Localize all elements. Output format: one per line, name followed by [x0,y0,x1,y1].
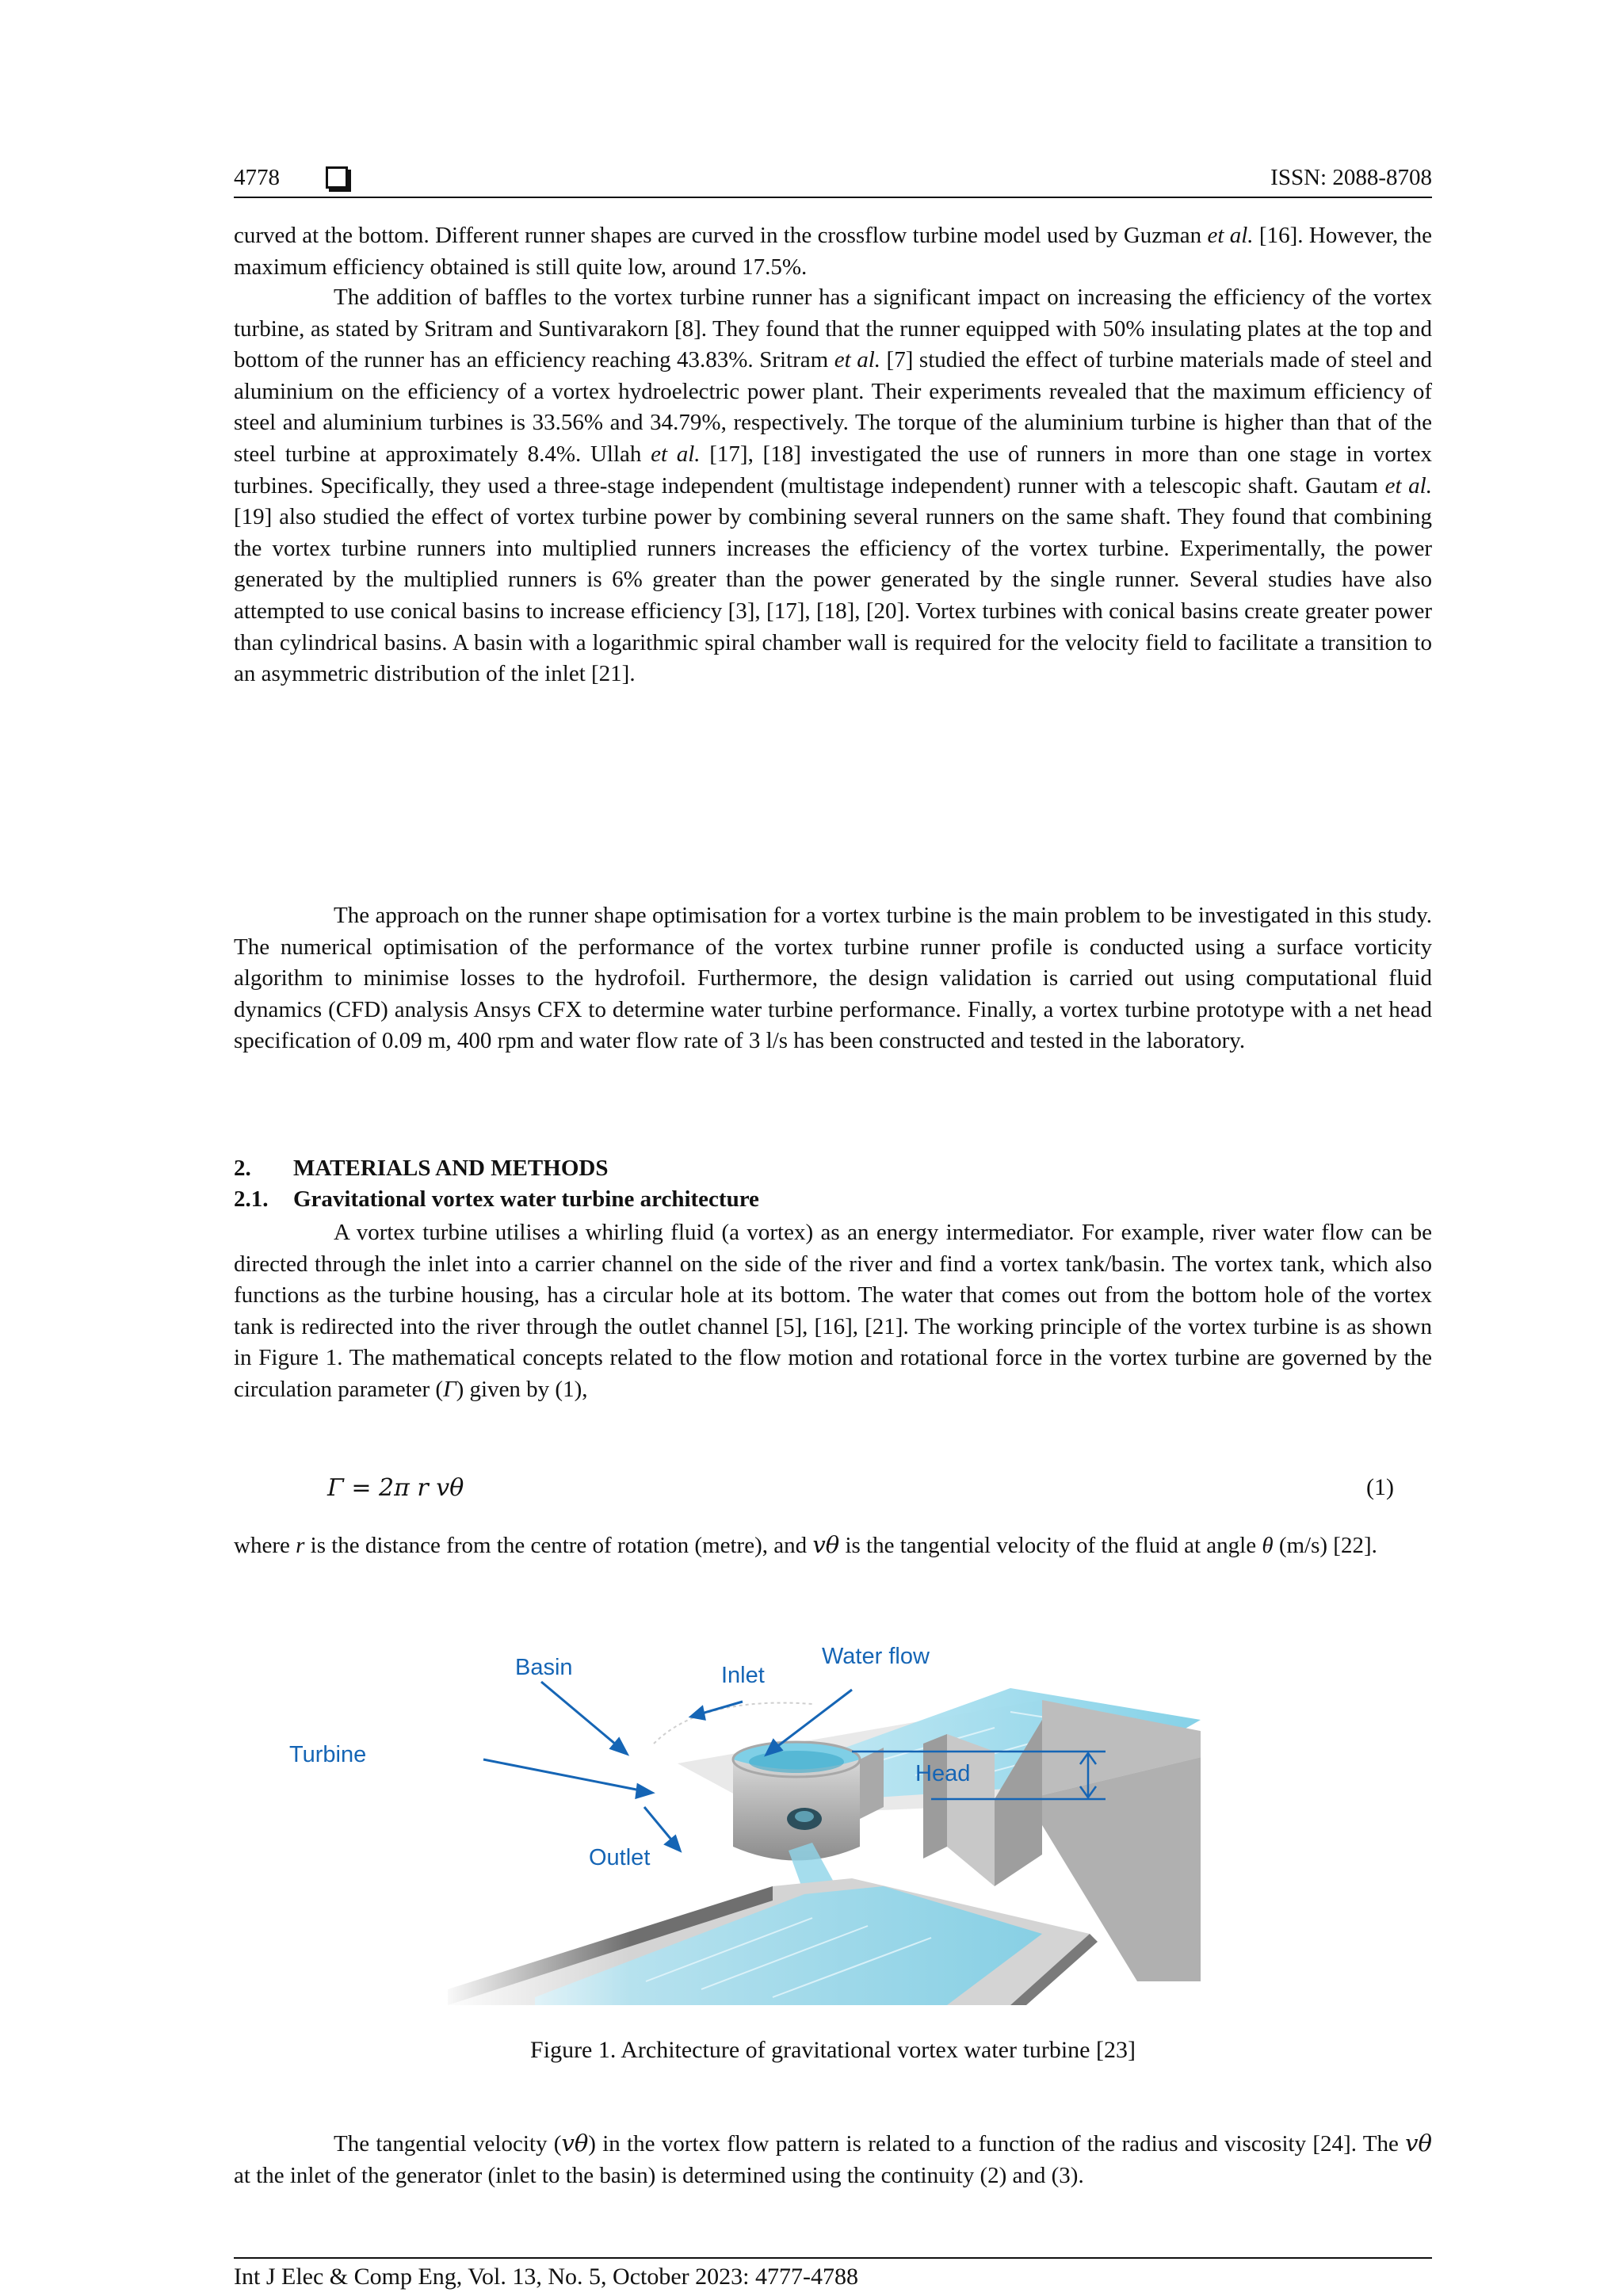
equation-number: (1) [1366,1474,1394,1500]
page-number: 4778 [234,165,280,190]
section-heading-2: 2. MATERIALS AND METHODS [234,1156,609,1181]
label-inlet: Inlet [721,1663,765,1688]
paragraph-2: The addition of baffles to the vortex turbine runner has a significant impact on increasing the efficiency of the vortex turbine, as stated by Sritram and Suntivarakorn [8]. They found that the runner equipped with 50% insulating plates at the top and bottom of the runner has an efficiency reaching 43.83%. Sritram et al. [7] studied the effect of turbine materials made of steel and aluminium on the efficiency of a vortex hydroelectric power plant. Their experiments revealed that the maximum efficiency of steel and aluminium turbines is 33.56% and 34.79%, respectively. The torque of the aluminium turbine is higher than that of the steel turbine at approximately 8.4%. Ullah et al. [17], [18] investigated the use of runners in more than one stage in vortex turbines. Specifically, they used a three-stage independent (multistage independent) runner with a telescopic shaft. Gautam et al. [19] also studied the effect of vortex turbine power by combining several runners on the same shaft. They found that combining the vortex turbine runners into multiplied runners increases the efficiency of the vortex turbine. Experimentally, the power generated by the multiplied runners is 6% greater than the power generated by the single runner. Several studies have also attempted to use conical basins to increase efficiency [3], [17], [18], [20]. Vortex turbines with conical basins create greater power than cylindrical basins. A basin with a logarithmic spiral chamber wall is required for the velocity field to facilitate a transition to an asymmetric distribution of the inlet [21]. [234,285,1432,687]
equation-1 [234,1474,1432,1507]
equation-text: Γ = 2π r vθ [327,1474,464,1502]
label-outlet: Outlet [589,1845,651,1870]
footer-rule [234,2257,1432,2259]
label-head: Head [915,1761,971,1786]
subsection-heading-2-1: 2.1. Gravitational vortex water turbine architecture [234,1186,759,1212]
label-turbine: Turbine [289,1742,367,1767]
header-rule [234,197,1432,198]
paragraph-6: The tangential velocity (vθ) in the vortex flow pattern is related to a function of the radius and viscosity [24]. The vθ at the inlet of the generator (inlet to the basin) is determined using the continuity (2) and (3). [234,2130,1432,2188]
figure-caption: Figure 1. Architecture of gravitational vortex water turbine [23] [530,2037,1136,2063]
label-water-flow: Water flow [822,1644,930,1669]
label-basin: Basin [515,1655,573,1680]
page-header [234,157,1432,198]
paragraph-3: The approach on the runner shape optimisation for a vortex turbine is the main problem to be investigated in this study. The numerical optimisation of the performance of the vortex turbine runner profile is conducted using a surface vorticity algorithm to minimise losses to the hydrofoil. Furthermore, the design validation is carried out using computational fluid dynamics (CFD) analysis Ansys CFX to determine water turbine performance. Finally, a vortex turbine prototype with a net head specification of 0.09 m, 400 rpm and water flow rate of 3 l/s has been constructed and tested in the laboratory. [234,903,1432,1054]
figure-1 [289,1644,1201,2005]
issn: ISSN: 2088-8708 [1270,165,1432,190]
checkbox-square-icon [326,166,348,189]
page-footer: Int J Elec & Comp Eng, Vol. 13, No. 5, October 2023: 4777-4788 [234,2264,858,2290]
paragraph-5: where r is the distance from the centre of rotation (metre), and vθ is the tangential velocity of the fluid at angle θ (m/s) [22]. [234,1531,1377,1558]
paragraph-4: A vortex turbine utilises a whirling fluid (a vortex) as an energy intermediator. For example, river water flow can be directed through the inlet into a carrier channel on the side of the river and find a vortex tank/basin. The vortex tank, which also functions as the turbine housing, has a circular hole at its bottom. The water that comes out from the bottom hole of the vortex tank is redirected into the river through the outlet channel [5], [16], [21]. The working principle of the vortex turbine is as shown in Figure 1. The mathematical concepts related to the flow motion and rotational force in the vortex turbine are governed by the circulation parameter (Γ) given by (1), [234,1220,1432,1402]
vortex-turbine-illustration [440,1648,1201,2005]
paragraph-1: curved at the bottom. Different runner shapes are curved in the crossflow turbine model used by Guzman et al. [16]. However, the maximum efficiency obtained is still quite low, around 17.5%. [234,223,1432,280]
